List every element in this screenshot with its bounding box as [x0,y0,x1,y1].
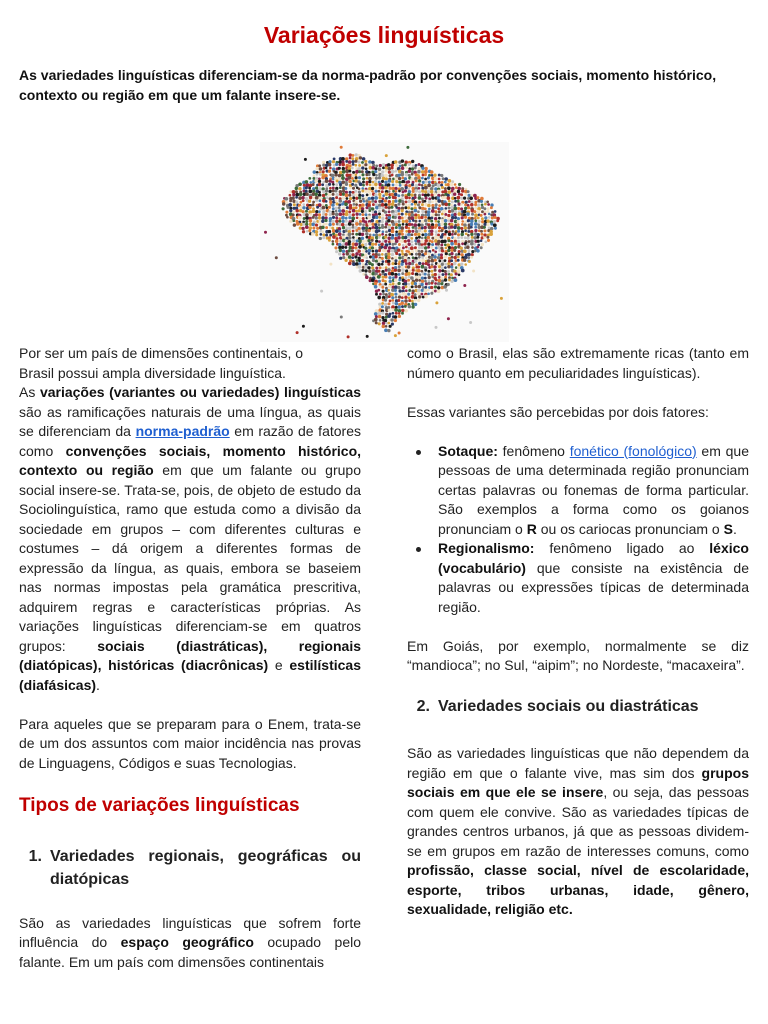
enem-paragraph: Para aqueles que se preparam para o Enem, trata-se de um dos assuntos com maior incidência nas provas de Linguagens, Códigos e suas Tecnologias. [19,715,361,771]
intro-paragraph [19,344,361,695]
regional-paragraph: São as variedades linguísticas que sofrem forte influência do espaço geográfico ocupado pelo falante. Em um país com dimensões continentais [19,914,361,970]
intro-line-1: Por ser um país de dimensões continentais, o [19,345,304,361]
intro-line-2: Brasil possui ampla diversidade linguística. [19,364,286,381]
page-title: Variações linguísticas [263,22,505,48]
bullet-icon [416,547,421,552]
brazil-crowd-map-image [260,142,509,342]
continuation-paragraph: como o Brasil, elas são extremamente ricas (tanto em número quanto em peculiaridades linguísticas). [407,345,749,381]
item-heading-1: 1. Variedades regionais, geográficas ou diatópicas [28,847,361,888]
list-item: Sotaque: fenômeno fonético (fonológico) em que pessoas de uma determinada região pronunciam certas palavras ou fonemas de forma particular. São exemplos a forma como os goianos pronunciam o R ou os cariocas pronunciam o S. [407,442,749,540]
norma-padrao-link[interactable]: norma-padrão [135,423,230,439]
lead-paragraph: As variedades linguísticas diferenciam-se da norma-padrão por convenções sociais, momento histórico, contexto ou região em que um falante insere-se. [19,67,717,103]
right-column [407,344,749,920]
section-heading: Tipos de variações linguísticas [19,794,300,816]
brazil-map-illustration [260,142,509,342]
item-heading-2: 2. Variedades sociais ou diastráticas [416,698,699,715]
factors-intro: Essas variantes são percebidas por dois fatores: [407,403,709,420]
list-item: Regionalismo: fenômeno ligado ao léxico (vocabulário) que consiste na existência de palavras ou expressões típicas de determinada região. [407,539,749,617]
definition-paragraph: As variações (variantes ou variedades) linguísticas são as ramificações naturais de uma língua, as quais se diferenciam da norma-padrão em razão de fatores como convenções sociais, momento histórico, contexto ou região em que um falante ou grupo social insere-se. Trata-se, pois, de objeto de estudo da Sociolinguística, ramo que estuda como a divisão da sociedade em grupos – com diferentes culturas e costumes – dá origem a diferentes formas de expressão da língua, as quais, embora se baseiem nas normas impostas pela gramática prescritiva, adquirem regras e características próprias. As variações linguísticas diferenciam-se em quatros grupos: sociais (diastráticas), regionais (diatópicas), históricas (diacrônicas) e estilísticas (diafásicas). [19,384,362,693]
factors-list [407,442,749,618]
examples-paragraph: Em Goiás, por exemplo, normalmente se diz “mandioca”; no Sul, “aipim”; no Nordeste, “macaxeira”. [407,637,749,673]
bullet-icon [416,450,421,455]
fonetico-link[interactable]: fonético (fonológico) [569,442,697,459]
left-column [19,344,361,972]
crowd-people [264,146,503,339]
social-paragraph: São as variedades linguísticas que não dependem da região em que o falante vive, mas sim dos grupos sociais em que ele se insere, ou seja, das pessoas com quem ele convive. São as variedades típicas de grandes centros urbanos, já que as pessoas dividem-se em grupos em razão de interesses comuns, como profissão, classe social, nível de escolaridade, esporte, tribos urbanas, idade, gênero, sexualidade, religião etc. [407,745,749,917]
